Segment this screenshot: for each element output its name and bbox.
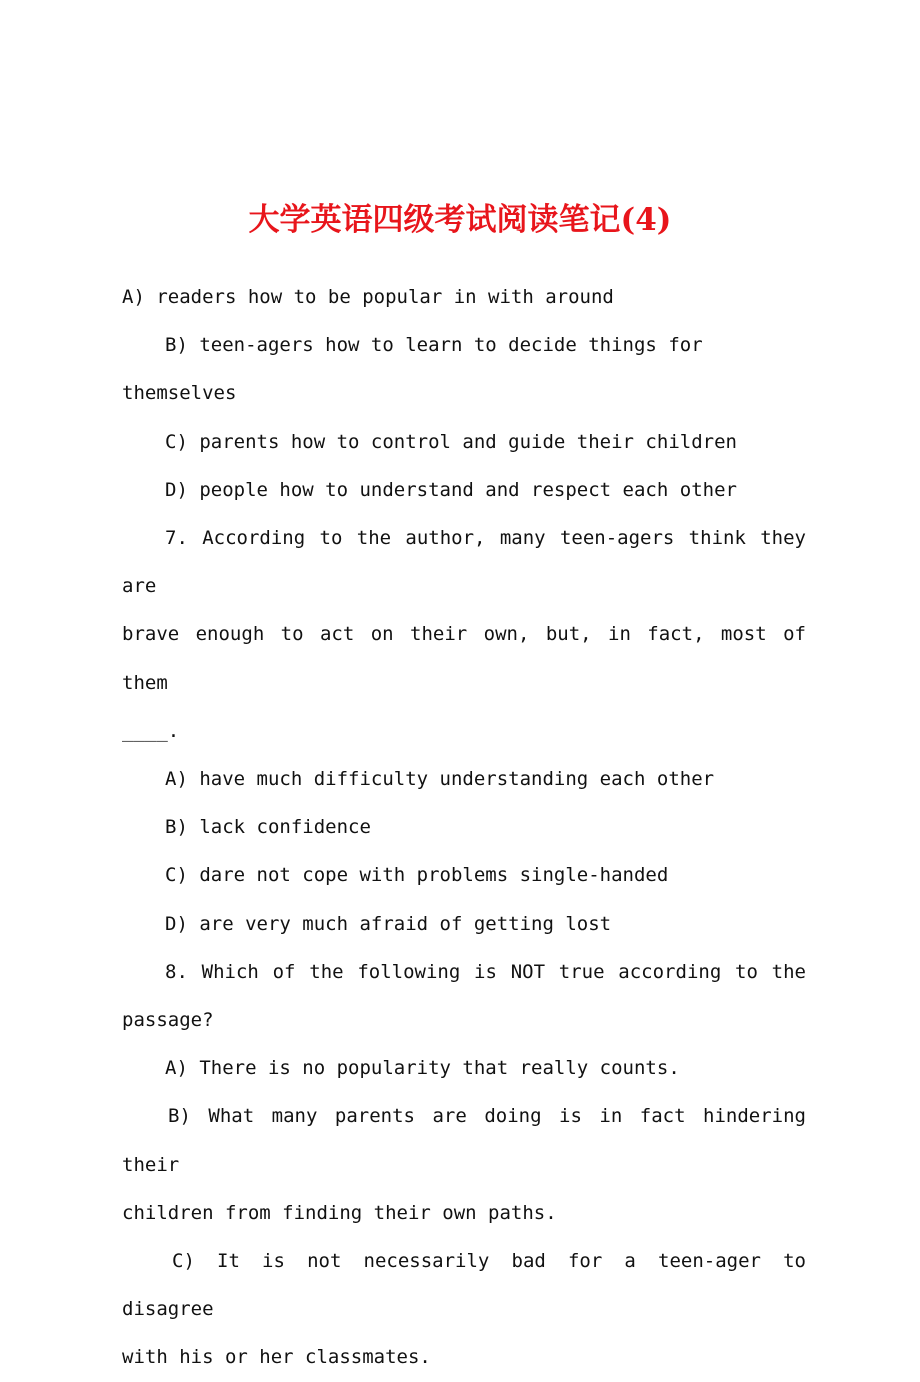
question-7-stem-line-1: 7. According to the author, many teen-agers think they are (122, 527, 806, 598)
option-8c-line-2: with his or her classmates. (122, 1346, 431, 1369)
option-8c-line-1: C) It is not necessarily bad for a teen-ager to disagree (122, 1250, 806, 1321)
option-6b: B) teen-agers how to learn to decide things for themselves (122, 334, 703, 405)
question-7-blank: ____. (122, 719, 180, 742)
option-8a: A) There is no popularity that really counts. (165, 1057, 680, 1080)
question-8-stem-line-2: passage? (122, 1009, 214, 1032)
option-8b-line-2: children from finding their own paths. (122, 1201, 557, 1224)
option-7c: C) dare not cope with problems single-handed (165, 864, 669, 887)
option-6d: D) people how to understand and respect each other (165, 478, 737, 501)
option-6c: C) parents how to control and guide their children (165, 430, 737, 453)
option-7d: D) are very much afraid of getting lost (165, 912, 612, 935)
option-6a: A) readers how to be popular in with around (122, 286, 614, 308)
option-7a: A) have much difficulty understanding each other (165, 768, 715, 791)
option-7b: B) lack confidence (165, 816, 371, 839)
question-7-stem-line-2: brave enough to act on their own, but, in fact, most of them (122, 623, 806, 694)
page-title: 大学英语四级考试阅读笔记(4) (248, 202, 672, 238)
document-body (122, 273, 806, 1382)
question-8-stem-line-1: 8. Which of the following is NOT true according to the (165, 960, 806, 983)
option-8b-line-1: B) What many parents are doing is in fact hindering their (122, 1105, 806, 1176)
